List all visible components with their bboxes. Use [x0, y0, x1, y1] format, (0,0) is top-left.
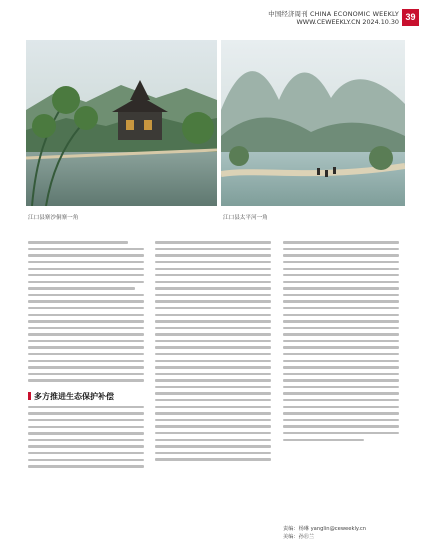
text-line	[28, 261, 144, 263]
text-line	[28, 406, 144, 408]
text-line	[155, 379, 271, 381]
website-and-date: WWW.CEWEEKLY.CN 2024.10.30	[296, 18, 399, 26]
text-line	[283, 294, 399, 296]
text-line	[28, 419, 144, 421]
text-line	[283, 241, 399, 243]
paragraph-placeholder	[155, 241, 271, 460]
village-photo-graphic	[26, 40, 217, 206]
text-line	[155, 419, 271, 421]
paragraph-placeholder	[283, 241, 399, 441]
text-line	[283, 360, 399, 362]
text-line	[28, 373, 144, 375]
text-line	[155, 360, 271, 362]
text-line	[155, 333, 271, 335]
text-line	[283, 425, 399, 427]
text-line	[155, 445, 271, 447]
text-line	[155, 261, 271, 263]
text-line	[28, 281, 144, 283]
river-photo-graphic	[221, 40, 405, 206]
text-line	[283, 432, 399, 434]
text-line	[283, 261, 399, 263]
section-heading: 多方推进生态保护补偿	[28, 391, 144, 402]
text-line	[155, 353, 271, 355]
left-photo-caption: 江口县寨沙侗寨一角	[28, 215, 79, 221]
text-line	[283, 366, 399, 368]
text-line	[155, 412, 271, 414]
text-line	[28, 248, 144, 250]
text-line	[155, 307, 271, 309]
text-line	[28, 346, 144, 348]
text-line	[155, 281, 271, 283]
text-line	[155, 320, 271, 322]
text-line	[155, 254, 271, 256]
paragraph-placeholder	[28, 406, 144, 468]
text-line	[28, 379, 144, 381]
text-line	[28, 353, 144, 355]
text-line	[28, 241, 128, 243]
text-line	[28, 294, 144, 296]
text-line	[283, 320, 399, 322]
text-line	[155, 439, 271, 441]
page-header	[268, 10, 399, 26]
text-line	[155, 399, 271, 401]
text-line	[283, 327, 399, 329]
text-line	[155, 406, 271, 408]
text-line	[28, 314, 144, 316]
article-footer	[283, 525, 366, 541]
text-line	[28, 327, 144, 329]
text-line	[28, 320, 144, 322]
text-line	[155, 392, 271, 394]
text-line	[283, 353, 399, 355]
text-line	[283, 281, 399, 283]
text-line	[283, 333, 399, 335]
text-line	[28, 445, 144, 447]
text-column-2	[155, 237, 271, 465]
text-line	[155, 432, 271, 434]
text-line	[155, 386, 271, 388]
text-line	[28, 366, 144, 368]
text-line	[28, 254, 144, 256]
text-line	[155, 287, 271, 289]
design-line: 美编：孙Ⓡ兰	[283, 534, 315, 540]
text-column-1	[28, 237, 144, 472]
text-line	[283, 248, 399, 250]
text-line	[28, 274, 144, 276]
text-line	[28, 300, 144, 302]
text-line	[283, 406, 399, 408]
text-line	[283, 287, 399, 289]
page-number: 39	[402, 9, 419, 26]
text-line	[28, 432, 144, 434]
text-line	[155, 452, 271, 454]
text-line	[283, 274, 399, 276]
text-line	[283, 346, 399, 348]
text-line	[283, 307, 399, 309]
text-line	[28, 360, 144, 362]
text-line	[155, 340, 271, 342]
text-line	[155, 366, 271, 368]
text-line	[283, 392, 399, 394]
text-line	[28, 426, 144, 428]
text-line	[28, 439, 144, 441]
text-line	[155, 327, 271, 329]
text-line	[155, 294, 271, 296]
text-line	[28, 465, 144, 467]
text-line	[155, 268, 271, 270]
text-line	[28, 412, 144, 414]
text-line	[28, 452, 144, 454]
text-line	[283, 254, 399, 256]
text-column-3	[283, 237, 399, 445]
text-line	[283, 419, 399, 421]
text-line	[155, 241, 271, 243]
text-line	[283, 314, 399, 316]
text-line	[155, 314, 271, 316]
text-line	[283, 300, 399, 302]
text-line	[283, 439, 364, 441]
text-line	[28, 459, 144, 461]
text-line	[283, 373, 399, 375]
text-line	[28, 307, 144, 309]
text-line	[155, 458, 271, 460]
village-photo	[26, 40, 217, 206]
text-line	[28, 268, 144, 270]
paragraph-placeholder	[28, 241, 144, 382]
publication-title: 中国经济周刊 CHINA ECONOMIC WEEKLY	[268, 10, 399, 18]
text-line	[283, 399, 399, 401]
text-line	[28, 287, 135, 289]
text-line	[155, 300, 271, 302]
text-line	[283, 379, 399, 381]
text-line	[283, 268, 399, 270]
text-line	[28, 340, 144, 342]
text-line	[28, 333, 144, 335]
text-line	[155, 373, 271, 375]
text-line	[155, 346, 271, 348]
text-line	[283, 412, 399, 414]
text-line	[155, 274, 271, 276]
text-line	[283, 386, 399, 388]
right-photo-caption: 江口县太平河一角	[223, 215, 268, 221]
river-photo	[221, 40, 405, 206]
text-line	[283, 340, 399, 342]
editor-line: 责编：杨琳 yanglin@ceweekly.cn	[283, 526, 367, 532]
text-line	[155, 425, 271, 427]
text-line	[155, 248, 271, 250]
